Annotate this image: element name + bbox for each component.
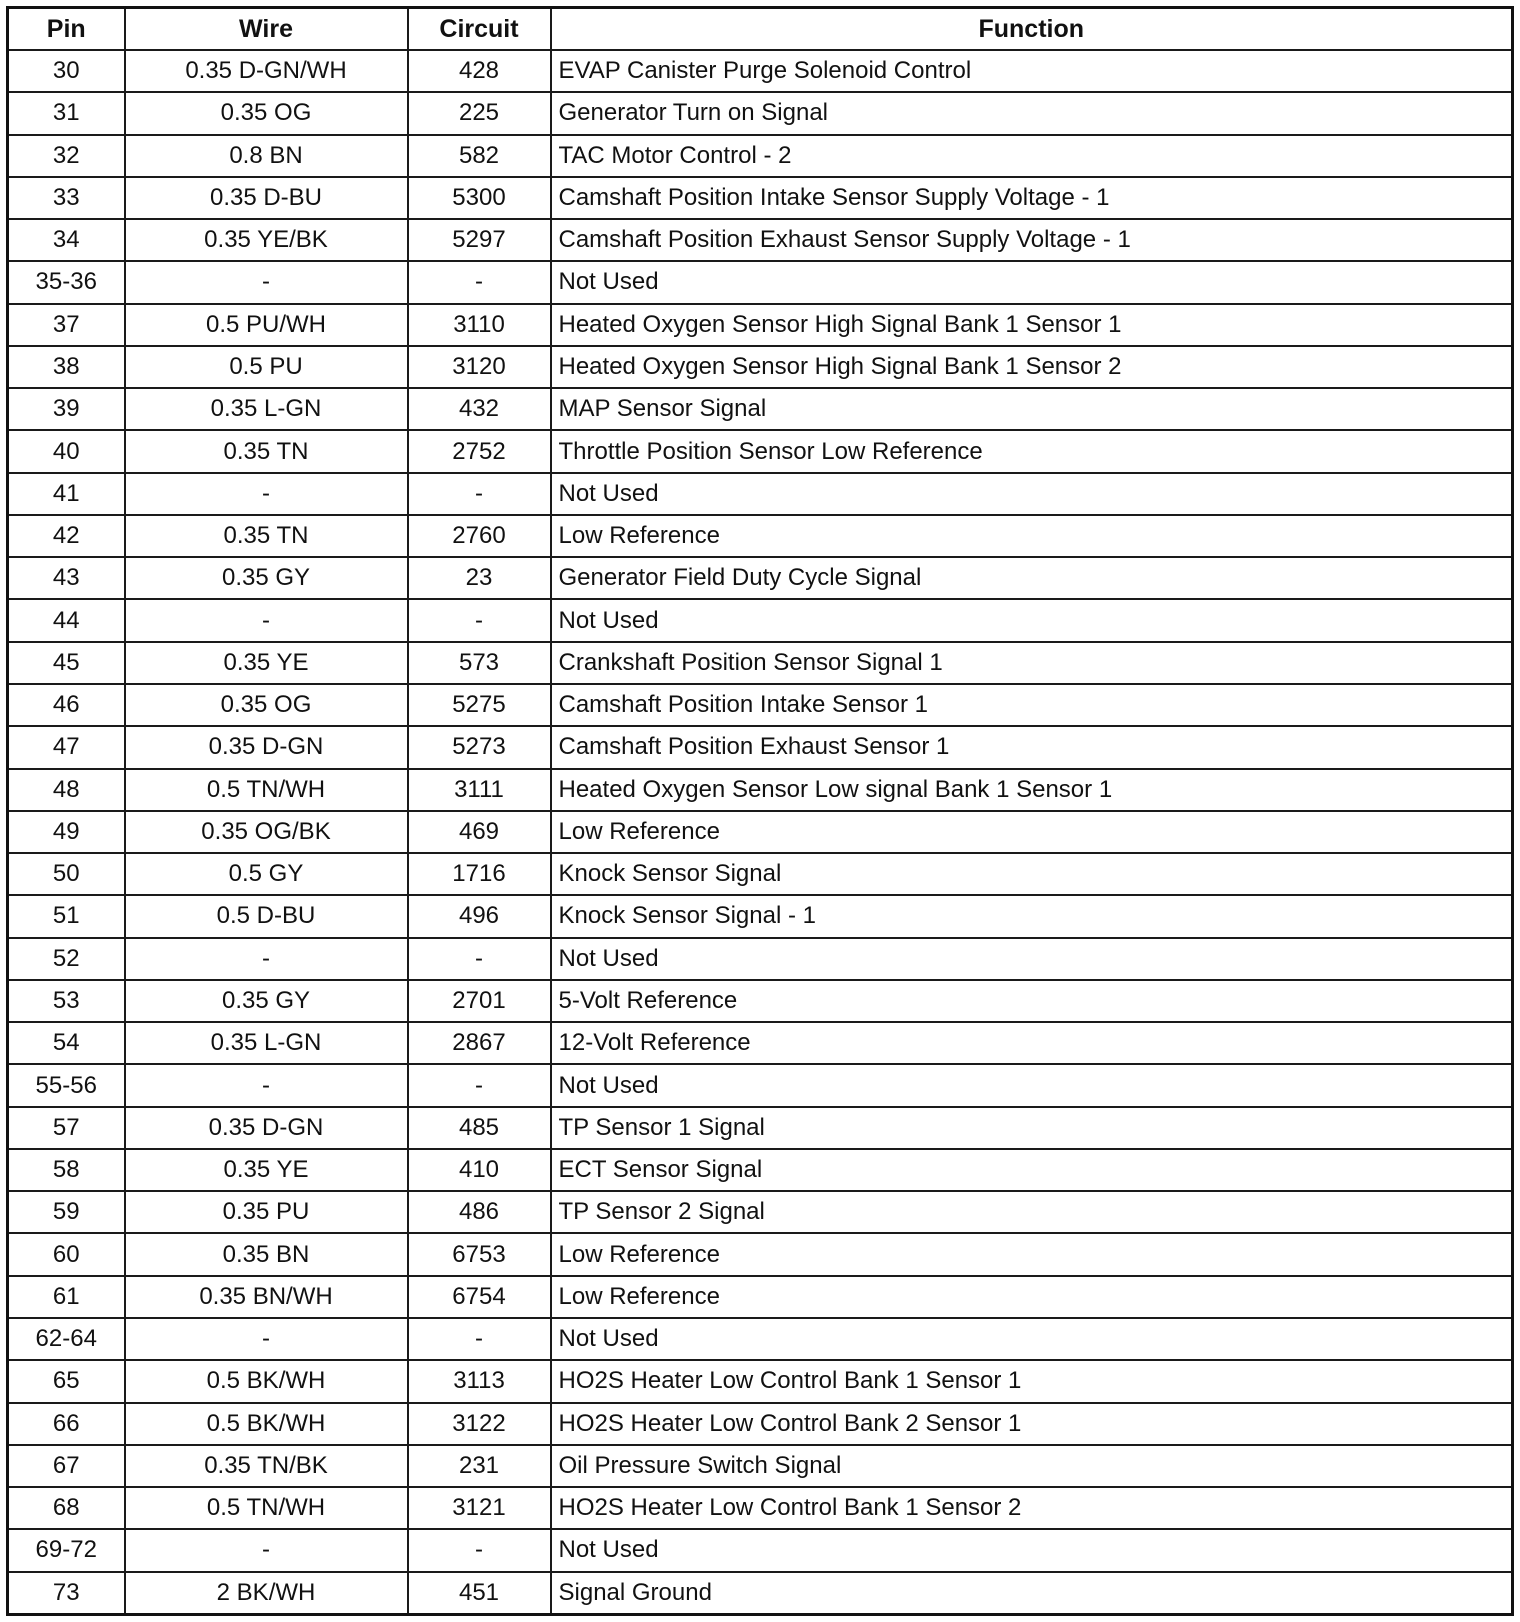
cell-function: Heated Oxygen Sensor Low signal Bank 1 Sensor 1 bbox=[551, 769, 1513, 811]
cell-circuit: 496 bbox=[408, 895, 551, 937]
cell-wire: 0.35 YE/BK bbox=[125, 219, 408, 261]
cell-wire: 0.35 TN bbox=[125, 515, 408, 557]
table-row bbox=[8, 473, 1513, 515]
table-row bbox=[8, 726, 1513, 768]
cell-pin: 39 bbox=[8, 388, 125, 430]
cell-function: MAP Sensor Signal bbox=[551, 388, 1513, 430]
cell-circuit: - bbox=[408, 938, 551, 980]
cell-pin: 38 bbox=[8, 346, 125, 388]
cell-function: EVAP Canister Purge Solenoid Control bbox=[551, 50, 1513, 92]
cell-circuit: 225 bbox=[408, 92, 551, 134]
cell-wire: 0.35 L-GN bbox=[125, 388, 408, 430]
cell-function: Camshaft Position Intake Sensor 1 bbox=[551, 684, 1513, 726]
cell-function: HO2S Heater Low Control Bank 2 Sensor 1 bbox=[551, 1403, 1513, 1445]
cell-circuit: 2701 bbox=[408, 980, 551, 1022]
cell-circuit: 23 bbox=[408, 557, 551, 599]
cell-pin: 60 bbox=[8, 1233, 125, 1275]
table-row bbox=[8, 1022, 1513, 1064]
table-row bbox=[8, 304, 1513, 346]
cell-wire: - bbox=[125, 1318, 408, 1360]
cell-function: Low Reference bbox=[551, 1276, 1513, 1318]
table-row bbox=[8, 430, 1513, 472]
cell-circuit: 410 bbox=[408, 1149, 551, 1191]
cell-pin: 55-56 bbox=[8, 1064, 125, 1106]
table-row bbox=[8, 895, 1513, 937]
cell-circuit: - bbox=[408, 473, 551, 515]
cell-function: Crankshaft Position Sensor Signal 1 bbox=[551, 642, 1513, 684]
cell-wire: 0.35 D-GN bbox=[125, 726, 408, 768]
header-row bbox=[8, 8, 1513, 51]
cell-wire: 0.35 BN/WH bbox=[125, 1276, 408, 1318]
cell-circuit: 432 bbox=[408, 388, 551, 430]
cell-circuit: 2752 bbox=[408, 430, 551, 472]
table-row bbox=[8, 346, 1513, 388]
cell-wire: 0.35 D-GN bbox=[125, 1107, 408, 1149]
cell-pin: 32 bbox=[8, 135, 125, 177]
table-row bbox=[8, 684, 1513, 726]
cell-circuit: 5273 bbox=[408, 726, 551, 768]
cell-pin: 47 bbox=[8, 726, 125, 768]
cell-function: TP Sensor 1 Signal bbox=[551, 1107, 1513, 1149]
cell-pin: 57 bbox=[8, 1107, 125, 1149]
table-row bbox=[8, 853, 1513, 895]
cell-circuit: 5297 bbox=[408, 219, 551, 261]
cell-pin: 69-72 bbox=[8, 1529, 125, 1571]
table-row bbox=[8, 261, 1513, 303]
cell-function: Throttle Position Sensor Low Reference bbox=[551, 430, 1513, 472]
cell-circuit: - bbox=[408, 1529, 551, 1571]
cell-circuit: 6754 bbox=[408, 1276, 551, 1318]
cell-function: Heated Oxygen Sensor High Signal Bank 1 Sensor 1 bbox=[551, 304, 1513, 346]
cell-wire: 0.35 OG/BK bbox=[125, 811, 408, 853]
cell-wire: 0.5 PU bbox=[125, 346, 408, 388]
cell-function: HO2S Heater Low Control Bank 1 Sensor 1 bbox=[551, 1360, 1513, 1402]
header-wire: Wire bbox=[125, 8, 408, 51]
cell-wire: 0.35 GY bbox=[125, 980, 408, 1022]
cell-pin: 30 bbox=[8, 50, 125, 92]
table-row bbox=[8, 1276, 1513, 1318]
cell-circuit: 5275 bbox=[408, 684, 551, 726]
table-row bbox=[8, 50, 1513, 92]
table-row bbox=[8, 1233, 1513, 1275]
cell-circuit: 6753 bbox=[408, 1233, 551, 1275]
cell-wire: 0.35 OG bbox=[125, 684, 408, 726]
table-row bbox=[8, 1529, 1513, 1571]
cell-wire: 0.35 D-GN/WH bbox=[125, 50, 408, 92]
cell-function: Camshaft Position Exhaust Sensor 1 bbox=[551, 726, 1513, 768]
table-row bbox=[8, 219, 1513, 261]
table-row bbox=[8, 1318, 1513, 1360]
table-header bbox=[8, 8, 1513, 51]
cell-circuit: 3120 bbox=[408, 346, 551, 388]
cell-wire: 0.35 GY bbox=[125, 557, 408, 599]
cell-circuit: 3111 bbox=[408, 769, 551, 811]
table-row bbox=[8, 1360, 1513, 1402]
cell-function: Not Used bbox=[551, 599, 1513, 641]
cell-function: Camshaft Position Exhaust Sensor Supply Voltage - 1 bbox=[551, 219, 1513, 261]
cell-circuit: 3113 bbox=[408, 1360, 551, 1402]
table-row bbox=[8, 1149, 1513, 1191]
cell-circuit: 2760 bbox=[408, 515, 551, 557]
cell-function: HO2S Heater Low Control Bank 1 Sensor 2 bbox=[551, 1487, 1513, 1529]
cell-pin: 31 bbox=[8, 92, 125, 134]
cell-wire: 0.5 D-BU bbox=[125, 895, 408, 937]
cell-function: 5-Volt Reference bbox=[551, 980, 1513, 1022]
table-row bbox=[8, 1064, 1513, 1106]
cell-pin: 42 bbox=[8, 515, 125, 557]
cell-wire: 0.8 BN bbox=[125, 135, 408, 177]
cell-pin: 73 bbox=[8, 1572, 125, 1615]
cell-wire: - bbox=[125, 599, 408, 641]
table-row bbox=[8, 92, 1513, 134]
table-row bbox=[8, 938, 1513, 980]
cell-circuit: 231 bbox=[408, 1445, 551, 1487]
cell-wire: 2 BK/WH bbox=[125, 1572, 408, 1615]
cell-wire: 0.35 BN bbox=[125, 1233, 408, 1275]
cell-pin: 62-64 bbox=[8, 1318, 125, 1360]
cell-pin: 43 bbox=[8, 557, 125, 599]
cell-circuit: 2867 bbox=[408, 1022, 551, 1064]
table-row bbox=[8, 1572, 1513, 1615]
cell-pin: 51 bbox=[8, 895, 125, 937]
header-circuit: Circuit bbox=[408, 8, 551, 51]
cell-function: Oil Pressure Switch Signal bbox=[551, 1445, 1513, 1487]
cell-function: Camshaft Position Intake Sensor Supply Voltage - 1 bbox=[551, 177, 1513, 219]
table-row bbox=[8, 1191, 1513, 1233]
cell-pin: 65 bbox=[8, 1360, 125, 1402]
cell-wire: 0.5 TN/WH bbox=[125, 1487, 408, 1529]
cell-pin: 37 bbox=[8, 304, 125, 346]
table-row bbox=[8, 1107, 1513, 1149]
cell-wire: 0.35 TN bbox=[125, 430, 408, 472]
cell-circuit: - bbox=[408, 261, 551, 303]
cell-circuit: - bbox=[408, 1064, 551, 1106]
cell-wire: 0.35 YE bbox=[125, 642, 408, 684]
cell-circuit: 486 bbox=[408, 1191, 551, 1233]
cell-pin: 58 bbox=[8, 1149, 125, 1191]
table-row bbox=[8, 388, 1513, 430]
cell-wire: 0.35 YE bbox=[125, 1149, 408, 1191]
table-row bbox=[8, 177, 1513, 219]
cell-function: Signal Ground bbox=[551, 1572, 1513, 1615]
cell-circuit: 3110 bbox=[408, 304, 551, 346]
cell-pin: 48 bbox=[8, 769, 125, 811]
cell-pin: 52 bbox=[8, 938, 125, 980]
cell-wire: 0.35 D-BU bbox=[125, 177, 408, 219]
cell-function: Knock Sensor Signal - 1 bbox=[551, 895, 1513, 937]
cell-pin: 34 bbox=[8, 219, 125, 261]
cell-pin: 49 bbox=[8, 811, 125, 853]
cell-function: Generator Turn on Signal bbox=[551, 92, 1513, 134]
table-body bbox=[8, 50, 1513, 1615]
table-row bbox=[8, 769, 1513, 811]
cell-pin: 40 bbox=[8, 430, 125, 472]
cell-function: Not Used bbox=[551, 1318, 1513, 1360]
cell-wire: 0.35 PU bbox=[125, 1191, 408, 1233]
cell-circuit: 451 bbox=[408, 1572, 551, 1615]
cell-wire: 0.35 OG bbox=[125, 92, 408, 134]
header-pin: Pin bbox=[8, 8, 125, 51]
table-row bbox=[8, 642, 1513, 684]
cell-pin: 67 bbox=[8, 1445, 125, 1487]
cell-wire: - bbox=[125, 1064, 408, 1106]
cell-wire: - bbox=[125, 261, 408, 303]
cell-wire: 0.35 L-GN bbox=[125, 1022, 408, 1064]
table-row bbox=[8, 980, 1513, 1022]
cell-function: 12-Volt Reference bbox=[551, 1022, 1513, 1064]
cell-function: Knock Sensor Signal bbox=[551, 853, 1513, 895]
cell-pin: 54 bbox=[8, 1022, 125, 1064]
cell-pin: 35-36 bbox=[8, 261, 125, 303]
cell-function: Low Reference bbox=[551, 811, 1513, 853]
table-row bbox=[8, 135, 1513, 177]
cell-function: ECT Sensor Signal bbox=[551, 1149, 1513, 1191]
cell-pin: 45 bbox=[8, 642, 125, 684]
cell-circuit: - bbox=[408, 599, 551, 641]
cell-wire: 0.5 PU/WH bbox=[125, 304, 408, 346]
cell-pin: 33 bbox=[8, 177, 125, 219]
cell-pin: 61 bbox=[8, 1276, 125, 1318]
table-row bbox=[8, 557, 1513, 599]
cell-function: Low Reference bbox=[551, 515, 1513, 557]
table-row bbox=[8, 1487, 1513, 1529]
table-row bbox=[8, 599, 1513, 641]
cell-pin: 44 bbox=[8, 599, 125, 641]
cell-circuit: 3122 bbox=[408, 1403, 551, 1445]
cell-pin: 41 bbox=[8, 473, 125, 515]
cell-circuit: 582 bbox=[408, 135, 551, 177]
cell-pin: 50 bbox=[8, 853, 125, 895]
cell-function: Not Used bbox=[551, 261, 1513, 303]
cell-wire: 0.5 BK/WH bbox=[125, 1360, 408, 1402]
cell-circuit: 469 bbox=[408, 811, 551, 853]
cell-pin: 59 bbox=[8, 1191, 125, 1233]
cell-circuit: 428 bbox=[408, 50, 551, 92]
cell-pin: 66 bbox=[8, 1403, 125, 1445]
cell-function: Not Used bbox=[551, 473, 1513, 515]
table-row bbox=[8, 1445, 1513, 1487]
cell-function: TAC Motor Control - 2 bbox=[551, 135, 1513, 177]
cell-pin: 46 bbox=[8, 684, 125, 726]
cell-circuit: - bbox=[408, 1318, 551, 1360]
cell-circuit: 573 bbox=[408, 642, 551, 684]
cell-pin: 53 bbox=[8, 980, 125, 1022]
table-row bbox=[8, 1403, 1513, 1445]
cell-function: Low Reference bbox=[551, 1233, 1513, 1275]
cell-function: Generator Field Duty Cycle Signal bbox=[551, 557, 1513, 599]
cell-wire: 0.5 GY bbox=[125, 853, 408, 895]
cell-function: Not Used bbox=[551, 938, 1513, 980]
cell-function: Not Used bbox=[551, 1529, 1513, 1571]
cell-function: TP Sensor 2 Signal bbox=[551, 1191, 1513, 1233]
table-row bbox=[8, 515, 1513, 557]
cell-function: Heated Oxygen Sensor High Signal Bank 1 Sensor 2 bbox=[551, 346, 1513, 388]
header-function: Function bbox=[551, 8, 1513, 51]
cell-circuit: 3121 bbox=[408, 1487, 551, 1529]
cell-circuit: 485 bbox=[408, 1107, 551, 1149]
connector-pinout-table bbox=[6, 6, 1514, 1616]
cell-pin: 68 bbox=[8, 1487, 125, 1529]
cell-function: Not Used bbox=[551, 1064, 1513, 1106]
cell-wire: 0.5 BK/WH bbox=[125, 1403, 408, 1445]
cell-wire: 0.5 TN/WH bbox=[125, 769, 408, 811]
table-row bbox=[8, 811, 1513, 853]
cell-circuit: 5300 bbox=[408, 177, 551, 219]
cell-wire: - bbox=[125, 1529, 408, 1571]
cell-circuit: 1716 bbox=[408, 853, 551, 895]
cell-wire: - bbox=[125, 938, 408, 980]
cell-wire: - bbox=[125, 473, 408, 515]
cell-wire: 0.35 TN/BK bbox=[125, 1445, 408, 1487]
